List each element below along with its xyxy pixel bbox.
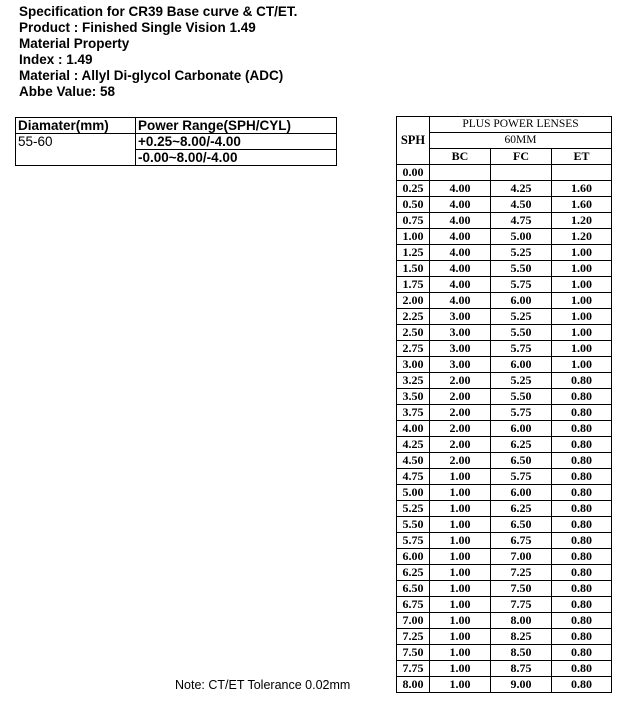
bc-cell: 1.00 <box>430 501 491 517</box>
table-row <box>397 533 612 549</box>
fc-cell: 8.50 <box>491 645 552 661</box>
sph-cell: 0.50 <box>397 197 430 213</box>
et-cell: 0.80 <box>552 469 612 485</box>
table-row <box>397 405 612 421</box>
table-row <box>397 261 612 277</box>
bc-cell: 1.00 <box>430 645 491 661</box>
bc-cell: 2.00 <box>430 405 491 421</box>
et-cell: 0.80 <box>552 677 612 693</box>
plus-table-title: PLUS POWER LENSES <box>430 117 612 133</box>
sph-cell: 2.50 <box>397 325 430 341</box>
bc-cell: 1.00 <box>430 469 491 485</box>
sph-cell: 6.25 <box>397 565 430 581</box>
bc-cell: 1.00 <box>430 533 491 549</box>
fc-cell: 5.25 <box>491 309 552 325</box>
table-row <box>397 357 612 373</box>
bc-cell: 4.00 <box>430 293 491 309</box>
et-cell: 0.80 <box>552 565 612 581</box>
bc-cell: 1.00 <box>430 485 491 501</box>
et-cell: 0.80 <box>552 613 612 629</box>
sph-cell: 2.75 <box>397 341 430 357</box>
et-cell: 1.00 <box>552 341 612 357</box>
bc-cell: 2.00 <box>430 389 491 405</box>
et-cell: 0.80 <box>552 485 612 501</box>
fc-cell: 5.25 <box>491 245 552 261</box>
table-row <box>397 581 612 597</box>
material-property-heading: Material Property <box>19 36 130 51</box>
power-range-header-row <box>16 118 337 134</box>
et-cell: 1.60 <box>552 197 612 213</box>
fc-cell: 6.75 <box>491 533 552 549</box>
sph-cell: 7.50 <box>397 645 430 661</box>
table-row <box>397 645 612 661</box>
fc-cell: 7.25 <box>491 565 552 581</box>
sph-cell: 0.75 <box>397 213 430 229</box>
table-row <box>397 181 612 197</box>
table-row <box>397 389 612 405</box>
bc-cell: 1.00 <box>430 517 491 533</box>
sph-cell: 6.75 <box>397 597 430 613</box>
et-cell: 1.00 <box>552 277 612 293</box>
plus-power-table <box>396 116 612 693</box>
bc-cell: 1.00 <box>430 661 491 677</box>
et-cell: 1.00 <box>552 325 612 341</box>
et-cell: 1.00 <box>552 293 612 309</box>
et-cell: 1.00 <box>552 357 612 373</box>
fc-cell: 4.25 <box>491 181 552 197</box>
sph-cell: 1.50 <box>397 261 430 277</box>
table-row <box>397 293 612 309</box>
sph-cell: 1.75 <box>397 277 430 293</box>
fc-cell: 5.50 <box>491 389 552 405</box>
diameter-header: Diamater(mm) <box>16 118 136 134</box>
bc-cell: 4.00 <box>430 261 491 277</box>
et-cell: 0.80 <box>552 549 612 565</box>
sph-cell: 7.75 <box>397 661 430 677</box>
fc-cell <box>491 165 552 181</box>
et-cell: 0.80 <box>552 453 612 469</box>
table-row <box>397 325 612 341</box>
bc-cell: 4.00 <box>430 181 491 197</box>
bc-cell: 2.00 <box>430 437 491 453</box>
table-row <box>397 197 612 213</box>
table-row <box>397 485 612 501</box>
spec-header <box>19 4 297 100</box>
sph-cell: 1.00 <box>397 229 430 245</box>
table-row <box>397 469 612 485</box>
diameter-value: 55-60 <box>16 134 136 150</box>
table-row <box>397 517 612 533</box>
et-cell: 0.80 <box>552 517 612 533</box>
bc-cell: 2.00 <box>430 421 491 437</box>
sph-cell: 6.00 <box>397 549 430 565</box>
sph-cell: 4.00 <box>397 421 430 437</box>
sph-cell: 3.00 <box>397 357 430 373</box>
sph-cell: 5.25 <box>397 501 430 517</box>
bc-cell: 4.00 <box>430 213 491 229</box>
table-row <box>397 213 612 229</box>
power-range-plus: +0.25~8.00/-4.00 <box>136 134 337 150</box>
product-line: Product : Finished Single Vision 1.49 <box>19 20 256 35</box>
sph-cell: 3.50 <box>397 389 430 405</box>
bc-cell: 4.00 <box>430 229 491 245</box>
sph-cell: 1.25 <box>397 245 430 261</box>
bc-cell: 1.00 <box>430 613 491 629</box>
power-range-row <box>16 134 337 150</box>
bc-cell: 1.00 <box>430 565 491 581</box>
et-cell: 0.80 <box>552 629 612 645</box>
et-cell: 0.80 <box>552 597 612 613</box>
sph-cell: 3.25 <box>397 373 430 389</box>
power-range-header: Power Range(SPH/CYL) <box>136 118 337 134</box>
et-cell: 1.00 <box>552 245 612 261</box>
power-range-row <box>16 150 337 166</box>
table-row <box>397 597 612 613</box>
bc-cell: 3.00 <box>430 325 491 341</box>
table-row <box>397 661 612 677</box>
fc-cell: 4.50 <box>491 197 552 213</box>
table-row <box>397 277 612 293</box>
diameter-empty-cell <box>16 150 136 166</box>
fc-cell: 4.75 <box>491 213 552 229</box>
sph-header: SPH <box>397 117 430 165</box>
sph-cell: 4.50 <box>397 453 430 469</box>
table-row <box>397 453 612 469</box>
sph-cell: 5.75 <box>397 533 430 549</box>
bc-cell: 4.00 <box>430 277 491 293</box>
et-cell: 0.80 <box>552 501 612 517</box>
et-cell <box>552 165 612 181</box>
fc-cell: 6.25 <box>491 437 552 453</box>
plus-table-title-row <box>397 117 612 133</box>
et-cell: 0.80 <box>552 373 612 389</box>
fc-cell: 8.75 <box>491 661 552 677</box>
table-row <box>397 565 612 581</box>
sph-cell: 7.25 <box>397 629 430 645</box>
lens-size-header: 60MM <box>430 133 612 149</box>
fc-cell: 6.25 <box>491 501 552 517</box>
sph-cell: 2.00 <box>397 293 430 309</box>
et-cell: 0.80 <box>552 405 612 421</box>
fc-cell: 6.00 <box>491 421 552 437</box>
plus-table-size-row <box>397 133 612 149</box>
et-header: ET <box>552 149 612 165</box>
bc-cell: 1.00 <box>430 549 491 565</box>
sph-cell: 5.00 <box>397 485 430 501</box>
bc-cell: 4.00 <box>430 197 491 213</box>
et-cell: 1.00 <box>552 261 612 277</box>
sph-cell: 0.25 <box>397 181 430 197</box>
et-cell: 1.60 <box>552 181 612 197</box>
table-row <box>397 437 612 453</box>
fc-cell: 7.50 <box>491 581 552 597</box>
spec-title: Specification for CR39 Base curve & CT/ET. <box>19 4 298 19</box>
fc-cell: 6.00 <box>491 357 552 373</box>
bc-cell: 4.00 <box>430 245 491 261</box>
bc-cell: 3.00 <box>430 341 491 357</box>
et-cell: 0.80 <box>552 661 612 677</box>
material-line: Material : Allyl Di-glycol Carbonate (ADC) <box>19 68 284 83</box>
et-cell: 0.80 <box>552 421 612 437</box>
index-line: Index : 1.49 <box>19 52 93 67</box>
bc-cell: 1.00 <box>430 629 491 645</box>
table-row <box>397 229 612 245</box>
bc-cell: 1.00 <box>430 677 491 693</box>
et-cell: 0.80 <box>552 581 612 597</box>
table-row <box>397 165 612 181</box>
fc-cell: 6.50 <box>491 453 552 469</box>
bc-cell: 3.00 <box>430 309 491 325</box>
fc-cell: 7.00 <box>491 549 552 565</box>
sph-cell: 2.25 <box>397 309 430 325</box>
plus-table-column-row <box>397 149 612 165</box>
table-row <box>397 677 612 693</box>
sph-cell: 0.00 <box>397 165 430 181</box>
table-row <box>397 613 612 629</box>
fc-cell: 5.50 <box>491 261 552 277</box>
bc-cell: 2.00 <box>430 453 491 469</box>
fc-cell: 5.75 <box>491 405 552 421</box>
bc-cell: 1.00 <box>430 597 491 613</box>
fc-cell: 6.50 <box>491 517 552 533</box>
fc-cell: 5.25 <box>491 373 552 389</box>
table-row <box>397 373 612 389</box>
sph-cell: 7.00 <box>397 613 430 629</box>
fc-cell: 5.75 <box>491 277 552 293</box>
et-cell: 1.20 <box>552 229 612 245</box>
fc-cell: 6.00 <box>491 485 552 501</box>
sph-cell: 5.50 <box>397 517 430 533</box>
bc-header: BC <box>430 149 491 165</box>
sph-cell: 6.50 <box>397 581 430 597</box>
table-row <box>397 341 612 357</box>
et-cell: 0.80 <box>552 389 612 405</box>
sph-cell: 3.75 <box>397 405 430 421</box>
fc-cell: 5.75 <box>491 469 552 485</box>
plus-table-body <box>397 165 612 693</box>
et-cell: 0.80 <box>552 645 612 661</box>
fc-cell: 8.25 <box>491 629 552 645</box>
table-row <box>397 501 612 517</box>
et-cell: 0.80 <box>552 437 612 453</box>
fc-cell: 9.00 <box>491 677 552 693</box>
bc-cell <box>430 165 491 181</box>
bc-cell: 1.00 <box>430 581 491 597</box>
fc-cell: 5.50 <box>491 325 552 341</box>
table-row <box>397 549 612 565</box>
bc-cell: 3.00 <box>430 357 491 373</box>
table-row <box>397 421 612 437</box>
tolerance-note: Note: CT/ET Tolerance 0.02mm <box>175 678 351 692</box>
fc-cell: 8.00 <box>491 613 552 629</box>
table-row <box>397 245 612 261</box>
fc-header: FC <box>491 149 552 165</box>
table-row <box>397 309 612 325</box>
fc-cell: 7.75 <box>491 597 552 613</box>
et-cell: 0.80 <box>552 533 612 549</box>
et-cell: 1.20 <box>552 213 612 229</box>
sph-cell: 4.25 <box>397 437 430 453</box>
sph-cell: 8.00 <box>397 677 430 693</box>
bc-cell: 2.00 <box>430 373 491 389</box>
power-range-minus: -0.00~8.00/-4.00 <box>136 150 337 166</box>
fc-cell: 6.00 <box>491 293 552 309</box>
et-cell: 1.00 <box>552 309 612 325</box>
fc-cell: 5.00 <box>491 229 552 245</box>
fc-cell: 5.75 <box>491 341 552 357</box>
sph-cell: 4.75 <box>397 469 430 485</box>
power-range-table <box>15 117 337 166</box>
abbe-line: Abbe Value: 58 <box>19 84 116 99</box>
table-row <box>397 629 612 645</box>
